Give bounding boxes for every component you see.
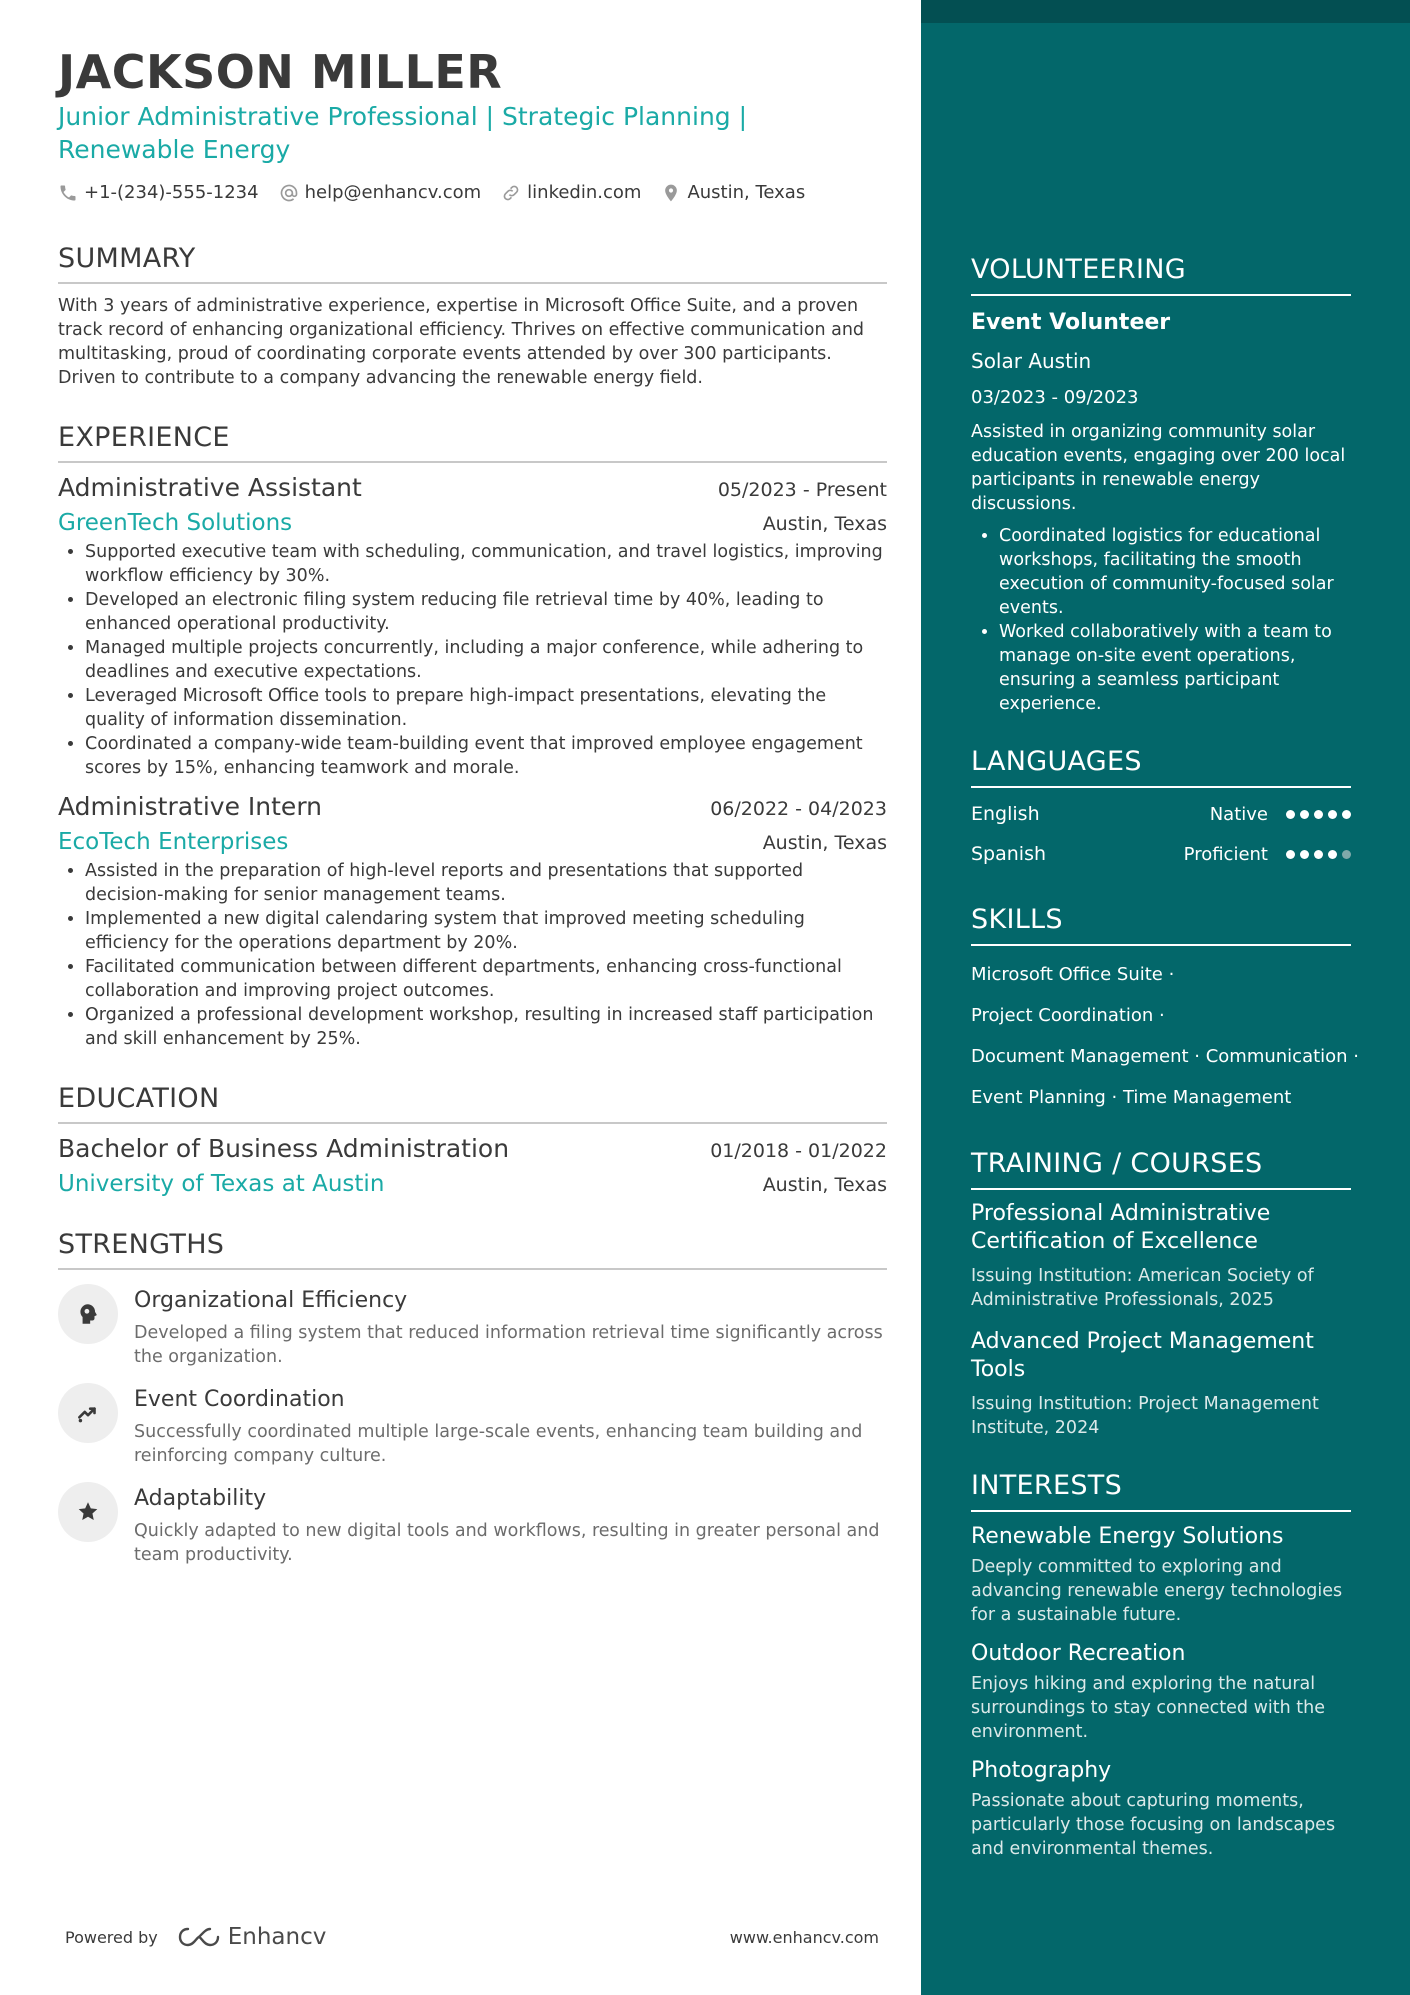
strength-icon-wrap: [58, 1482, 118, 1542]
rating-dot-filled: [1314, 850, 1323, 859]
experience-heading: EXPERIENCE: [58, 422, 887, 463]
at-icon: [279, 183, 299, 203]
rating-dot-filled: [1328, 810, 1337, 819]
strength-desc: Successfully coordinated multiple large-scale events, enhancing team building and reinforcing company culture.: [134, 1422, 863, 1466]
summary-heading: SUMMARY: [58, 243, 887, 284]
contact-linkedin[interactable]: [501, 182, 641, 203]
interests-heading: INTERESTS: [971, 1470, 1351, 1512]
job-entry: [58, 473, 887, 780]
skill-line: Microsoft Office Suite ·: [971, 964, 1175, 985]
skill-line: Event Planning · Time Management: [971, 1087, 1292, 1108]
rating-dot-filled: [1342, 810, 1351, 819]
strengths-section: [58, 1229, 887, 1567]
course-title: Professional Administrative Certification of Excellence: [971, 1201, 1271, 1254]
language-name: Spanish: [971, 843, 1047, 865]
job-bullet: • Managed multiple projects concurrently, including a major conference, while adhering to deadlines and executive expectations.: [85, 636, 887, 684]
interest-desc: Deeply committed to exploring and advancing renewable energy technologies for a sustainable future.: [971, 1557, 1343, 1625]
volunteering-section: [971, 254, 1351, 716]
strength-item: [58, 1482, 887, 1567]
rating-dot-filled: [1286, 810, 1295, 819]
language-row: [971, 834, 1351, 874]
skills-heading: SKILLS: [971, 904, 1351, 946]
job-title: Administrative Assistant: [58, 473, 362, 502]
footer-url[interactable]: www.enhancv.com: [729, 1927, 879, 1947]
skills-section: [971, 904, 1360, 1118]
language-rating: [1286, 850, 1351, 859]
job-company: GreenTech Solutions: [58, 510, 293, 536]
contact-linkedin-text: linkedin.com: [527, 182, 642, 203]
summary-text: With 3 years of administrative experience, expertise in Microsoft Office Suite, and a proven track record of enhancing organizational efficiency. Thrives on effective communication and multitasking, proud of coordinating corporate events attended by over 300 participants. Driven to contribute to a company advancing the renewable energy field.: [58, 296, 865, 388]
job-location: Austin, Texas: [762, 832, 887, 854]
education-school: University of Texas at Austin: [58, 1171, 385, 1197]
rating-dot-filled: [1300, 850, 1309, 859]
language-name: English: [971, 803, 1040, 825]
summary-section: [58, 243, 887, 390]
footer: [65, 1924, 879, 1950]
language-list: [971, 794, 1351, 874]
training-heading: TRAINING / COURSES: [971, 1148, 1351, 1190]
education-degree: Bachelor of Business Administration: [58, 1134, 510, 1163]
course-issuer: Issuing Institution: American Society of Administrative Professionals, 2025: [971, 1266, 1314, 1310]
contact-location: [661, 182, 805, 203]
course-item: [971, 1200, 1351, 1312]
strength-title: Organizational Efficiency: [134, 1288, 408, 1313]
course-title: Advanced Project Management Tools: [971, 1329, 1314, 1382]
volunteer-bullet: • Coordinated logistics for educational workshops, facilitating the smooth execution of community-focused solar events.: [999, 524, 1351, 620]
powered-by: [65, 1924, 326, 1950]
job-bullet: • Coordinated a company-wide team-building event that improved employee engagement scores by 15%, enhancing teamwork and morale.: [85, 732, 887, 780]
strength-title: Adaptability: [134, 1486, 267, 1511]
head-brain-icon: [75, 1301, 101, 1327]
rating-dot-filled: [1286, 850, 1295, 859]
skill-line: Document Management · Communication ·: [971, 1046, 1360, 1067]
contact-email[interactable]: [279, 182, 482, 203]
contact-phone-text: +1-(234)-555-1234: [84, 182, 259, 203]
interest-desc: Enjoys hiking and exploring the natural surroundings to stay connected with the environment.: [971, 1674, 1326, 1742]
course-item: [971, 1328, 1351, 1440]
volunteer-date: 03/2023 - 09/2023: [971, 387, 1139, 408]
strength-item: [58, 1284, 887, 1369]
job-title: Administrative Intern: [58, 792, 323, 821]
experience-section: [58, 422, 887, 1051]
interest-title: Outdoor Recreation: [971, 1641, 1186, 1666]
education-section: [58, 1083, 887, 1197]
rating-dot-filled: [1300, 810, 1309, 819]
education-heading: EDUCATION: [58, 1083, 887, 1124]
candidate-name: JACKSON MILLER: [58, 45, 503, 99]
training-section: [971, 1148, 1351, 1440]
strengths-heading: STRENGTHS: [58, 1229, 887, 1270]
skill-line: Project Coordination ·: [971, 1005, 1165, 1026]
contact-bar: [58, 182, 887, 203]
job-bullets: [58, 859, 887, 1051]
job-bullet: • Supported executive team with scheduling, communication, and travel logistics, improving workflow efficiency by 30%.: [85, 540, 887, 588]
volunteer-desc: Assisted in organizing community solar education events, engaging over 200 local participants in renewable energy discussions.: [971, 422, 1346, 514]
course-issuer: Issuing Institution: Project Management Institute, 2024: [971, 1394, 1319, 1438]
brand-name: Enhancv: [227, 1924, 327, 1950]
strength-icon-wrap: [58, 1284, 118, 1344]
interest-desc: Passionate about capturing moments, particularly those focusing on landscapes and environmental themes.: [971, 1791, 1336, 1859]
job-bullet: • Implemented a new digital calendaring system that improved meeting scheduling efficiency for the operations department by 20%.: [85, 907, 887, 955]
skills-list: [971, 954, 1360, 1118]
language-level: Native: [1209, 803, 1268, 825]
job-date: 06/2022 - 04/2023: [710, 798, 887, 820]
strength-title: Event Coordination: [134, 1387, 345, 1412]
job-entry: [58, 792, 887, 1051]
strength-desc: Quickly adapted to new digital tools and workflows, resulting in greater personal and team productivity.: [134, 1521, 880, 1565]
language-rating: [1286, 810, 1351, 819]
interest-title: Renewable Energy Solutions: [971, 1524, 1284, 1549]
phone-icon: [58, 183, 78, 203]
languages-heading: LANGUAGES: [971, 746, 1351, 788]
contact-phone[interactable]: [58, 182, 259, 203]
languages-section: [971, 746, 1351, 874]
interest-item: [971, 1641, 1351, 1744]
language-level: Proficient: [1183, 843, 1268, 865]
rating-dot-empty: [1342, 850, 1351, 859]
volunteer-bullet: • Worked collaboratively with a team to manage on-site event operations, ensuring a seamless participant experience.: [999, 620, 1351, 716]
interest-title: Photography: [971, 1758, 1112, 1783]
job-company: EcoTech Enterprises: [58, 829, 289, 855]
job-bullet: • Developed an electronic filing system reducing file retrieval time by 40%, leading to enhanced operational productivity.: [85, 588, 887, 636]
rating-dot-filled: [1314, 810, 1323, 819]
job-bullets: [58, 540, 887, 780]
language-row: [971, 794, 1351, 834]
main-column: [58, 44, 887, 1567]
volunteer-bullets: [971, 524, 1351, 716]
headline-tagline: Junior Administrative Professional | Strategic Planning | Renewable Energy: [58, 102, 748, 164]
job-bullet: • Assisted in the preparation of high-level reports and presentations that supported decision-making for senior management teams.: [85, 859, 887, 907]
volunteering-heading: VOLUNTEERING: [971, 254, 1351, 296]
job-bullet: • Facilitated communication between different departments, enhancing cross-functional collaboration and improving project outcomes.: [85, 955, 887, 1003]
powered-by-label: Powered by: [65, 1927, 158, 1947]
rating-dot-filled: [1328, 850, 1337, 859]
job-date: 05/2023 - Present: [717, 479, 887, 501]
job-bullet: • Leveraged Microsoft Office tools to prepare high-impact presentations, elevating the quality of information dissemination.: [85, 684, 887, 732]
sidebar-top-band: [921, 0, 1410, 23]
interest-item: [971, 1758, 1351, 1861]
location-pin-icon: [661, 183, 681, 203]
interests-section: [971, 1470, 1351, 1861]
education-location: Austin, Texas: [762, 1174, 887, 1196]
trend-arrow-icon: [75, 1400, 101, 1426]
brand-logo[interactable]: [176, 1924, 327, 1950]
education-date: 01/2018 - 01/2022: [710, 1140, 887, 1162]
volunteer-org: Solar Austin: [971, 349, 1092, 373]
strength-item: [58, 1383, 887, 1468]
interest-item: [971, 1524, 1351, 1627]
contact-email-text: help@enhancv.com: [304, 182, 482, 203]
strength-icon-wrap: [58, 1383, 118, 1443]
sidebar: [921, 0, 1410, 1995]
enhancv-logo-icon: [176, 1925, 222, 1949]
job-location: Austin, Texas: [762, 513, 887, 535]
star-icon: [75, 1499, 101, 1525]
contact-location-text: Austin, Texas: [687, 182, 806, 203]
strength-desc: Developed a filing system that reduced information retrieval time significantly across the organization.: [134, 1323, 883, 1367]
link-icon: [501, 183, 521, 203]
volunteer-role: Event Volunteer: [971, 310, 1171, 335]
job-bullet: • Organized a professional development workshop, resulting in increased staff participation and skill enhancement by 25%.: [85, 1003, 887, 1051]
